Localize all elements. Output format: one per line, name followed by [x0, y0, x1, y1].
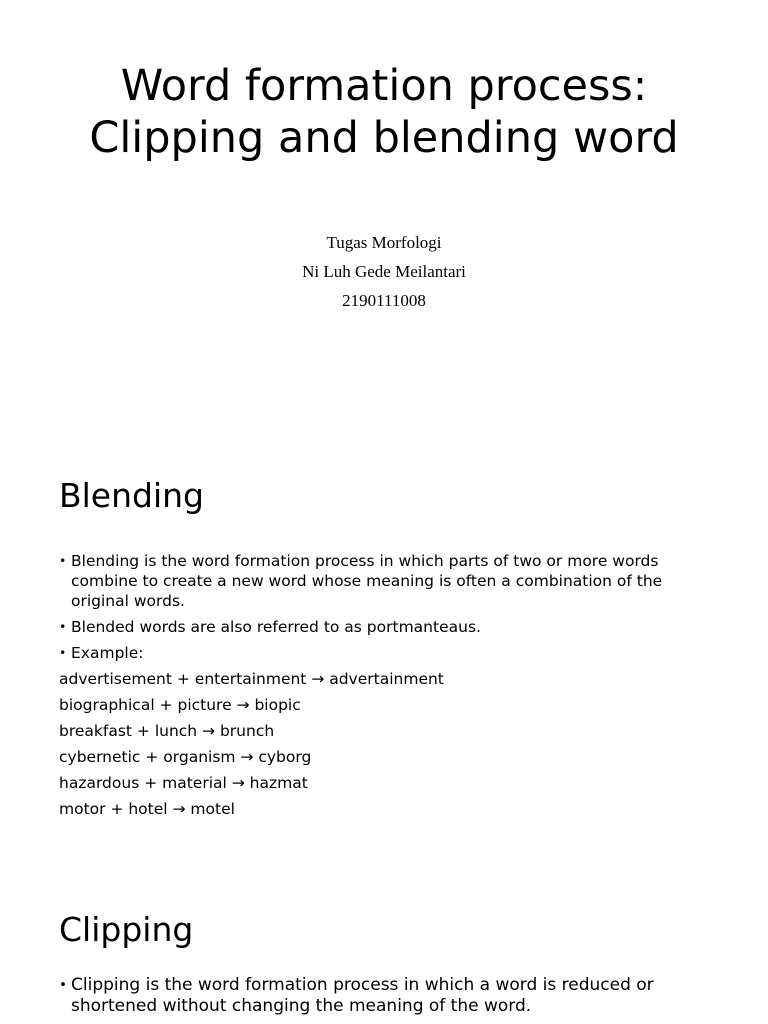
example-list	[59, 666, 444, 822]
course-name: Tugas Morfologi	[326, 233, 442, 252]
bullet-item: • Blended words are also referred to as portmanteaus.	[59, 617, 709, 637]
clipping-bullet-list	[59, 975, 709, 1023]
author-name: Ni Luh Gede Meilantari	[302, 262, 466, 281]
blending-heading: Blending	[59, 476, 205, 515]
example-item: advertisement + entertainment → advertainment	[59, 670, 444, 688]
example-item: cybernetic + organism → cyborg	[59, 748, 312, 766]
bullet-item: • Blending is the word formation process in which parts of two or more words combine to create a new word whose meaning is often a combination of the original words.	[59, 551, 709, 611]
example-item: motor + hotel → motel	[59, 800, 235, 818]
bullet-item: • Example:	[59, 643, 709, 663]
example-item: biographical + picture → biopic	[59, 696, 301, 714]
presentation-title: Word formation process: Clipping and blending word	[89, 61, 679, 163]
student-id: 2190111008	[342, 291, 426, 310]
example-item: breakfast + lunch → brunch	[59, 722, 275, 740]
title-slide	[0, 0, 768, 430]
clipping-heading: Clipping	[59, 910, 194, 949]
example-item: hazardous + material → hazmat	[59, 774, 308, 792]
blending-bullet-list	[59, 551, 709, 669]
bullet-item: • Clipping is the word formation process in which a word is reduced or shortened without changing the meaning of the word.	[59, 975, 709, 1017]
blending-slide	[0, 430, 768, 890]
clipping-slide	[0, 890, 768, 1024]
subtitle-block	[0, 228, 768, 315]
